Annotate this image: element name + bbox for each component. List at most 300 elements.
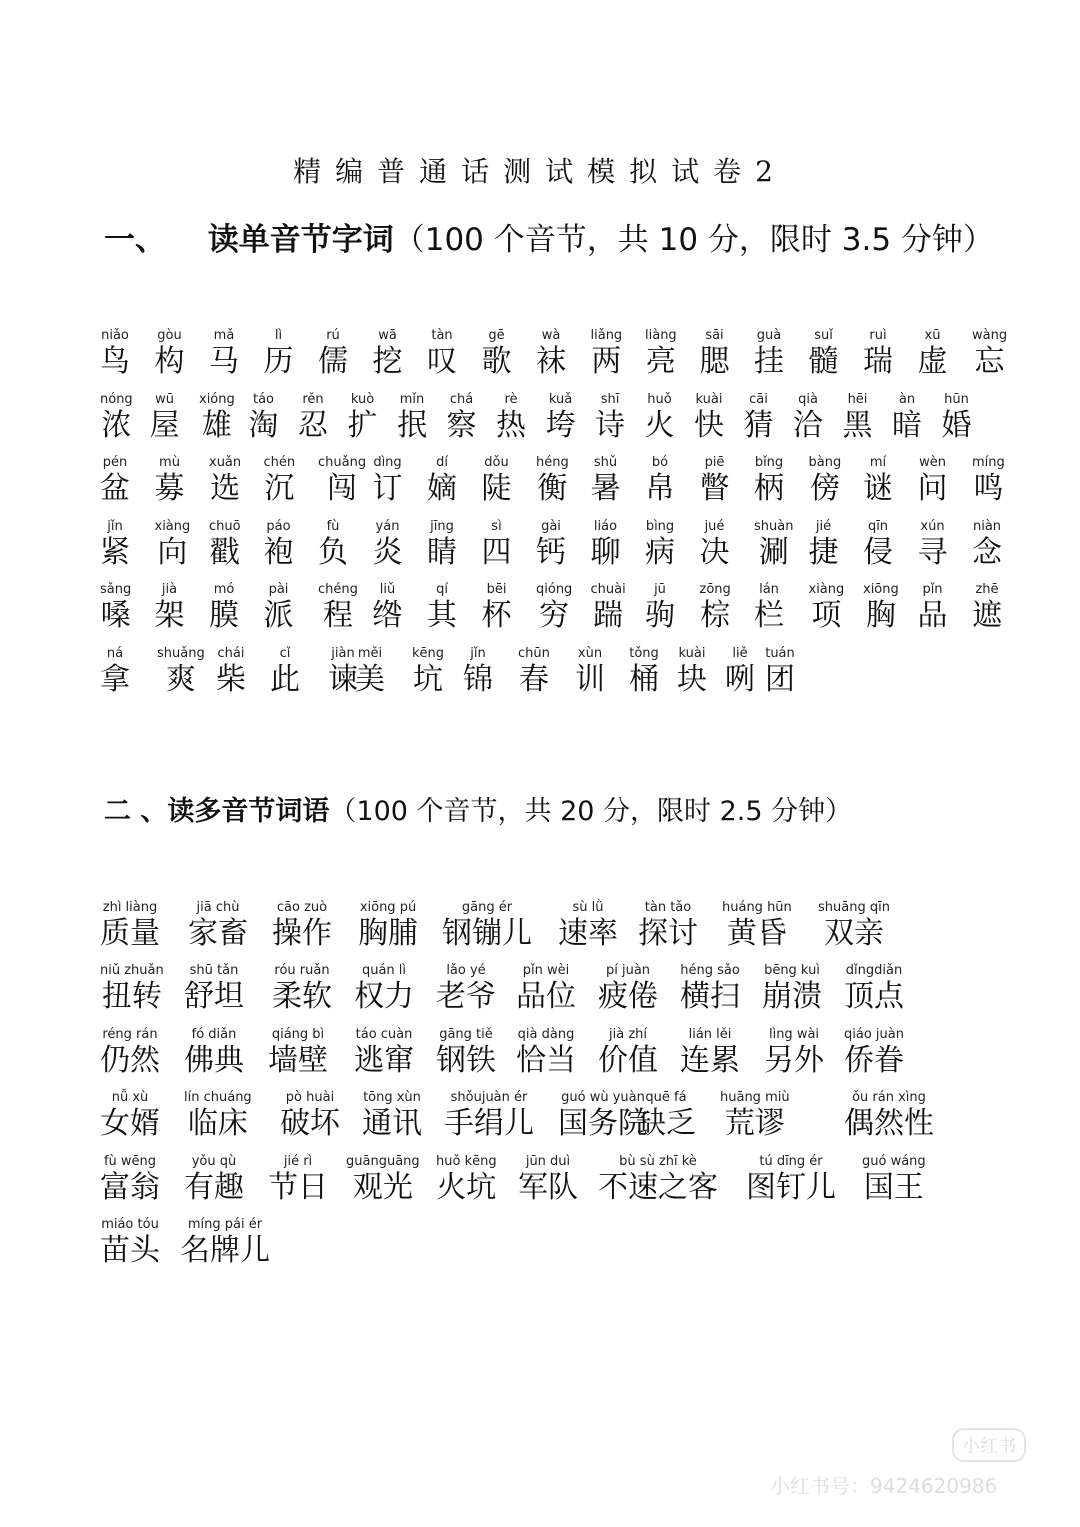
hanzi: 项 [811, 598, 842, 633]
watermark-logo: 小红书 [952, 1428, 1026, 1462]
section-2-word [100, 1154, 160, 1206]
section-1-word [863, 328, 893, 380]
hanzi: 临床 [187, 1106, 248, 1141]
pinyin: suǐ [814, 328, 833, 343]
pinyin: liǔ [379, 582, 396, 597]
hanzi: 问 [917, 471, 948, 506]
hanzi: 军队 [518, 1170, 578, 1205]
pinyin: jūn duì [525, 1154, 571, 1169]
hanzi: 订 [372, 471, 403, 506]
hanzi: 四 [481, 535, 512, 570]
section-1-word [591, 582, 626, 634]
section-1-word [427, 328, 457, 380]
hanzi: 坑 [413, 662, 444, 697]
hanzi: 架 [154, 598, 185, 633]
pinyin: chuǎng [318, 455, 367, 470]
hanzi: 决 [699, 535, 730, 570]
hanzi: 春 [518, 662, 549, 697]
section-1-word [677, 646, 707, 698]
pinyin: piē [704, 455, 725, 470]
pinyin: bàng [808, 455, 842, 470]
hanzi: 横扫 [680, 979, 740, 1014]
section-2-word [346, 1154, 420, 1206]
section-2-word [358, 900, 418, 952]
hanzi: 其 [427, 598, 457, 633]
pinyin: xū [924, 328, 941, 343]
hanzi: 仍然 [100, 1043, 160, 1078]
hanzi: 帛 [645, 471, 675, 506]
section-1-word [863, 455, 893, 507]
hanzi: 衡 [537, 471, 568, 506]
section-2-word [598, 1154, 718, 1206]
hanzi: 寻 [917, 535, 948, 570]
hanzi: 诗 [595, 408, 625, 443]
section-2-word [436, 1154, 497, 1206]
hanzi: 舒坦 [184, 979, 244, 1014]
section-2-word [598, 1027, 658, 1079]
hanzi: 火坑 [436, 1170, 497, 1205]
hanzi: 构 [154, 344, 185, 379]
hanzi: 探讨 [638, 916, 698, 951]
pinyin: róu ruǎn [274, 963, 330, 978]
section-2-word [638, 900, 698, 952]
hanzi: 双亲 [823, 916, 884, 951]
section-1-word [427, 582, 457, 634]
section-1-word [754, 455, 784, 507]
pinyin: bìng [645, 519, 675, 534]
pinyin: chuài [590, 582, 626, 597]
pinyin: mó [213, 582, 235, 597]
pinyin: tuán [765, 646, 795, 661]
pinyin: héng [536, 455, 569, 470]
pinyin: rè [504, 392, 518, 407]
pinyin: shī [600, 392, 620, 407]
section-1-word [373, 328, 403, 380]
section-1-word [754, 519, 793, 571]
hanzi: 恰当 [516, 1043, 576, 1078]
pinyin: xióng [199, 392, 235, 407]
section-1-word [318, 328, 348, 380]
hanzi: 念 [972, 535, 1002, 570]
hanzi: 家畜 [188, 916, 248, 951]
watermark-id: 小红书号：9424620986 [770, 1474, 998, 1498]
pinyin: shuǎng [157, 646, 205, 661]
pinyin: chuō [209, 519, 241, 534]
section-2-word [100, 900, 160, 952]
section-1-word [918, 455, 948, 507]
pinyin: xiōng [863, 582, 899, 597]
section-1-word [209, 519, 241, 571]
section-2-word [818, 900, 890, 952]
section-1-word [209, 328, 239, 380]
pinyin: xiàng [808, 582, 845, 597]
pinyin: chén [263, 455, 296, 470]
page-title: 精编普通话测试模拟试卷2 [293, 155, 787, 188]
hanzi: 黄昏 [726, 916, 787, 951]
section-2-word [844, 1090, 934, 1142]
hanzi: 逃窜 [354, 1043, 414, 1078]
section-1-word [155, 519, 191, 571]
pinyin: wà [541, 328, 561, 343]
section-1-word [754, 582, 784, 634]
hanzi: 块 [677, 662, 707, 697]
pinyin: niǎo [101, 328, 129, 343]
hanzi: 叹 [427, 344, 457, 379]
section-2-word [268, 1154, 328, 1206]
pinyin: táo [252, 392, 275, 407]
hanzi: 戳 [209, 535, 240, 570]
section-1-word [412, 646, 444, 698]
section-1-word [157, 646, 205, 698]
pinyin: kuài [678, 646, 706, 661]
pinyin: chá [449, 392, 474, 407]
pinyin: pò huài [285, 1090, 335, 1105]
section-2-word [354, 963, 414, 1015]
section-1-note: （100 个音节，共 10 分，限时 3.5 分钟） [393, 222, 994, 258]
section-1-word [863, 582, 899, 634]
section-1-word [155, 455, 185, 507]
section-1-word [536, 455, 569, 507]
hanzi: 缺乏 [636, 1106, 696, 1141]
pinyin: shuàn [754, 519, 794, 534]
hanzi: 扭转 [101, 979, 162, 1014]
section-1-word [942, 392, 972, 444]
hanzi: 嫡 [427, 471, 457, 506]
pinyin: pǐn wèi [522, 963, 570, 978]
pinyin: gāng ér [461, 900, 513, 915]
hanzi: 爽 [165, 662, 196, 697]
hanzi: 棕 [700, 598, 731, 633]
section-1-word [150, 392, 180, 444]
section-1-word [216, 646, 246, 698]
pinyin: liǎng [590, 328, 623, 343]
hanzi: 品 [917, 598, 948, 633]
section-2-word [598, 963, 658, 1015]
section-2-word [680, 963, 740, 1015]
section-1-word [482, 519, 512, 571]
section-1-word [463, 646, 493, 698]
section-1-word [892, 392, 922, 444]
section-2-word [436, 1027, 496, 1079]
hanzi: 绺 [372, 598, 403, 633]
pinyin: nóng [100, 392, 133, 407]
section-1-word [155, 328, 185, 380]
hanzi: 咧 [725, 662, 755, 697]
hanzi: 闯 [327, 471, 358, 506]
hanzi: 盆 [100, 471, 130, 506]
hanzi: 钙 [536, 535, 566, 570]
pinyin: shū tǎn [189, 963, 239, 978]
section-2-word [272, 963, 332, 1015]
section-1-word [447, 392, 477, 444]
section-1-word [373, 455, 403, 507]
hanzi: 团 [765, 662, 795, 697]
section-1-word [328, 646, 358, 698]
pinyin: kuài [695, 392, 723, 407]
hanzi: 荒谬 [724, 1106, 785, 1141]
hanzi: 钢镚儿 [442, 916, 532, 951]
section-1-word [536, 519, 566, 571]
hanzi: 有趣 [184, 1170, 244, 1205]
hanzi: 柄 [754, 471, 784, 506]
pinyin: gòu [157, 328, 182, 343]
section-2-word [636, 1090, 696, 1142]
hanzi: 图钉儿 [746, 1170, 836, 1205]
pinyin: tǒng [629, 646, 659, 661]
section-2-word [444, 1090, 534, 1142]
pinyin: xuǎn [209, 455, 242, 470]
section-1-word [754, 328, 784, 380]
section-1-word [843, 392, 873, 444]
pinyin: pài [268, 582, 289, 597]
section-1-word [264, 582, 294, 634]
pinyin: dí [436, 455, 448, 470]
section-1-word [645, 392, 675, 444]
pinyin: liě [732, 646, 748, 661]
section-1-word [918, 519, 948, 571]
pinyin: héng sǎo [680, 963, 740, 978]
hanzi: 鸟 [100, 344, 130, 379]
hanzi: 操作 [272, 916, 332, 951]
section-2-word [518, 1154, 578, 1206]
section-1-word [518, 646, 550, 698]
pinyin: jǐn [107, 519, 123, 534]
section-2-word [280, 1090, 340, 1142]
pinyin: mǐn [399, 392, 425, 407]
pinyin: sǎng [100, 582, 132, 597]
section-2-word [862, 1154, 926, 1206]
hanzi: 火 [644, 408, 675, 443]
pinyin: zhì liàng [102, 900, 158, 915]
hanzi: 佛典 [184, 1043, 244, 1078]
pinyin: xùn [577, 646, 603, 661]
pinyin: qióng [536, 582, 573, 597]
pinyin: jià zhí [609, 1027, 647, 1042]
hanzi: 瞥 [699, 471, 730, 506]
section-1-word [809, 328, 839, 380]
pinyin: réng rán [102, 1027, 158, 1042]
section-1-word [348, 392, 378, 444]
hanzi: 权力 [354, 979, 414, 1014]
pinyin: zōng [699, 582, 731, 597]
hanzi: 髓 [808, 344, 839, 379]
hanzi: 快 [694, 408, 724, 443]
pinyin: dìng [373, 455, 402, 470]
section-1-word [318, 455, 366, 507]
section-1-word [918, 582, 948, 634]
hanzi: 另外 [764, 1043, 824, 1078]
hanzi: 速率 [558, 916, 618, 951]
pinyin: gāng tiě [439, 1027, 493, 1042]
hanzi: 程 [322, 598, 353, 633]
hanzi: 拿 [100, 662, 130, 697]
section-1-word [155, 582, 185, 634]
section-2-word [100, 963, 164, 1015]
section-2-word [268, 1027, 328, 1079]
pinyin: sāi [705, 328, 724, 343]
section-2-word [762, 963, 822, 1015]
pinyin: lán [759, 582, 779, 597]
section-1-heading [104, 214, 994, 259]
hanzi: 谜 [863, 471, 893, 506]
pinyin: jié [815, 519, 832, 534]
hanzi: 驹 [645, 598, 675, 633]
pinyin: wàng [972, 328, 1008, 343]
section-1-word [536, 328, 566, 380]
hanzi: 捷 [808, 535, 839, 570]
hanzi: 胸 [865, 598, 896, 633]
hanzi: 马 [209, 344, 239, 379]
hanzi: 歌 [481, 344, 512, 379]
pinyin: jiàn [331, 646, 355, 661]
section-2-word [844, 1027, 904, 1079]
pinyin: niǔ zhuǎn [100, 963, 164, 978]
hanzi: 栏 [754, 598, 784, 633]
hanzi: 屋 [149, 408, 180, 443]
hanzi: 柴 [216, 662, 246, 697]
hanzi: 鸣 [973, 471, 1004, 506]
hanzi: 派 [263, 598, 294, 633]
pinyin: lǎo yé [446, 963, 486, 978]
section-2-word [100, 1027, 160, 1079]
pinyin: jū [654, 582, 666, 597]
pinyin: qīn [867, 519, 889, 534]
hanzi: 挂 [754, 344, 784, 379]
section-1-word [209, 582, 239, 634]
hanzi: 瑞 [863, 344, 893, 379]
hanzi: 选 [210, 471, 241, 506]
section-1-word [298, 392, 328, 444]
hanzi: 钢铁 [436, 1043, 496, 1078]
section-1-word [809, 455, 842, 507]
hanzi: 疲倦 [598, 979, 658, 1014]
hanzi: 淘 [248, 408, 279, 443]
pinyin: mí [869, 455, 887, 470]
pinyin: lián lěi [688, 1027, 732, 1042]
pinyin: tàn [431, 328, 453, 343]
pinyin: chái [217, 646, 245, 661]
pinyin: dǒu [484, 455, 509, 470]
pinyin: míng [972, 455, 1005, 470]
pinyin: gē [488, 328, 505, 343]
section-1-word [972, 519, 1002, 571]
section-1-word [482, 455, 512, 507]
section-2-word [720, 1090, 790, 1142]
section-2-word [180, 1217, 270, 1269]
pinyin: jǐn [470, 646, 486, 661]
hanzi: 连累 [680, 1043, 740, 1078]
hanzi: 不速之客 [598, 1170, 718, 1205]
hanzi: 此 [270, 662, 300, 697]
section-1-word [427, 455, 457, 507]
hanzi: 婚 [941, 408, 972, 443]
pinyin: chéng [318, 582, 358, 597]
section-2-word [764, 1027, 824, 1079]
pinyin: xiàng [154, 519, 191, 534]
section-1-word [972, 328, 1007, 380]
hanzi: 袜 [536, 344, 566, 379]
hanzi: 踹 [593, 598, 624, 633]
section-1-word [373, 582, 403, 634]
hanzi: 女婿 [100, 1106, 160, 1141]
hanzi: 忘 [974, 344, 1005, 379]
hanzi: 腮 [699, 344, 730, 379]
pinyin: jié rì [283, 1154, 313, 1169]
pinyin: míng pái ér [187, 1217, 263, 1232]
hanzi: 负 [318, 535, 348, 570]
section-2-word [516, 963, 576, 1015]
pinyin: bǐng [754, 455, 784, 470]
hanzi: 训 [575, 662, 605, 697]
section-1-word [100, 328, 130, 380]
section-1-word [700, 519, 730, 571]
pinyin: jiā chù [196, 900, 240, 915]
pinyin: kuǎ [548, 392, 573, 407]
pinyin: kuò [350, 392, 375, 407]
hanzi: 涮 [758, 535, 789, 570]
hanzi: 富翁 [100, 1170, 160, 1205]
pinyin: pí juàn [605, 963, 651, 978]
hanzi: 暗 [892, 408, 922, 443]
pinyin: rěn [302, 392, 324, 407]
pinyin: bēng kuì [764, 963, 820, 978]
pinyin: shǔ [593, 455, 618, 470]
pinyin: yǒu qù [191, 1154, 237, 1169]
pinyin: tōng xùn [363, 1090, 421, 1105]
pinyin: shǒujuàn ér [450, 1090, 528, 1105]
section-1-word [100, 582, 131, 634]
hanzi: 桶 [629, 662, 659, 697]
hanzi: 节日 [268, 1170, 328, 1205]
hanzi: 品位 [516, 979, 576, 1014]
section-2-word [100, 1090, 160, 1142]
hanzi: 浓 [101, 408, 132, 443]
section-1-word [725, 646, 755, 698]
pinyin: mù [159, 455, 180, 470]
section-1-word [694, 392, 724, 444]
hanzi: 嗓 [100, 598, 131, 633]
pinyin: chūn [518, 646, 550, 661]
hanzi: 偶然性 [844, 1106, 934, 1141]
pinyin: rú [326, 328, 340, 343]
section-1-word [595, 392, 625, 444]
section-1-word [645, 328, 677, 380]
pinyin: cāo zuò [276, 900, 328, 915]
hanzi: 抿 [397, 408, 427, 443]
section-1-word [536, 582, 572, 634]
hanzi: 炎 [372, 535, 403, 570]
hanzi: 手绢儿 [444, 1106, 534, 1141]
hanzi: 穷 [539, 598, 570, 633]
hanzi: 破坏 [280, 1106, 340, 1141]
pinyin: qià [798, 392, 818, 407]
pinyin: huǒ [647, 392, 672, 407]
section-1-word [700, 455, 730, 507]
hanzi: 睛 [427, 535, 457, 570]
pinyin: guānguāng [346, 1154, 420, 1169]
section-1-word [809, 519, 839, 571]
hanzi: 墙壁 [268, 1043, 328, 1078]
section-1-word [482, 582, 512, 634]
pinyin: jià [161, 582, 178, 597]
section-1-word [270, 646, 300, 698]
section-1-word [972, 582, 1002, 634]
pinyin: liàng [645, 328, 677, 343]
pinyin: liáo [593, 519, 618, 534]
hanzi: 挖 [372, 344, 403, 379]
section-1-word [546, 392, 576, 444]
section-1-word [264, 328, 294, 380]
